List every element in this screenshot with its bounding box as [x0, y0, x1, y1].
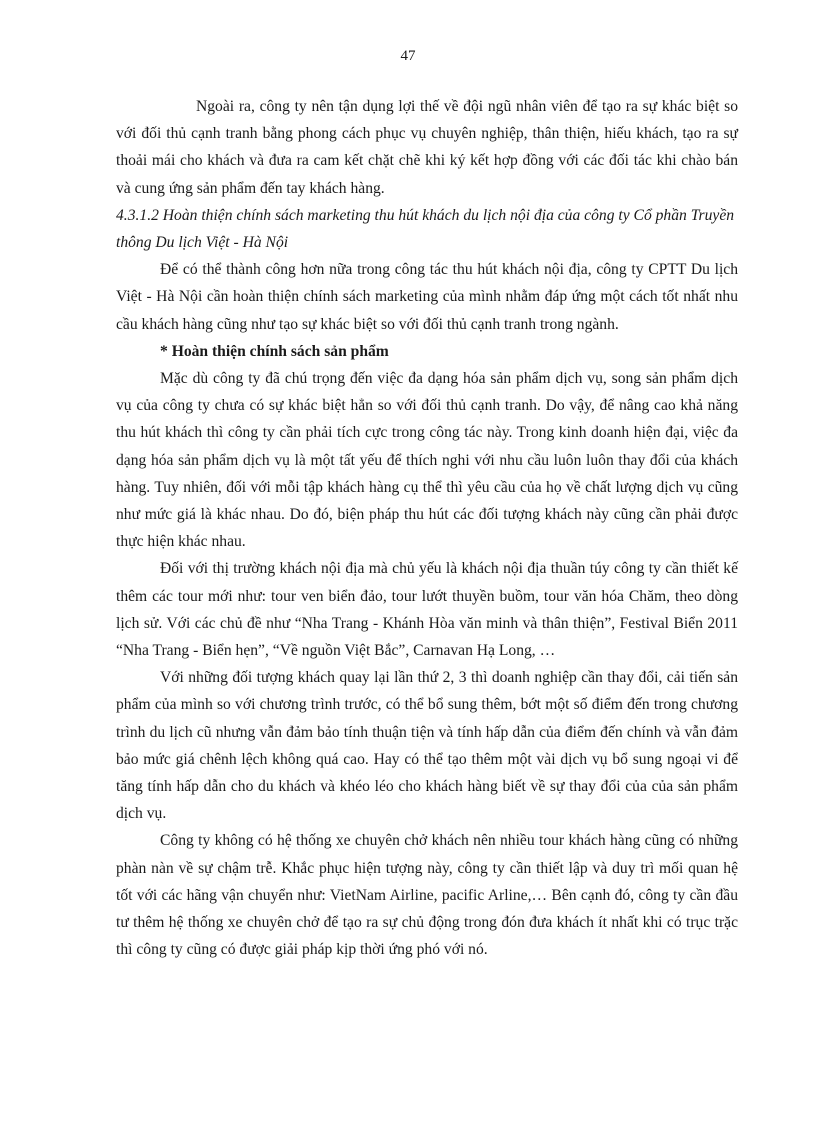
paragraph-marketing-policy: Để có thể thành công hơn nữa trong công tác thu hút khách nội địa, công ty CPTT Du lịch Việt - Hà Nội cần hoàn thiện chính sách marketing của mình nhằm đáp ứng một cách tốt nhất nhu cầu khách hàng cũng như tạo sự khác biệt so với đối thủ cạnh tranh trong ngành.	[116, 261, 738, 333]
document-body	[116, 93, 738, 964]
paragraph-staff-advantage: Ngoài ra, công ty nên tận dụng lợi thế về đội ngũ nhân viên để tạo ra sự khác biệt so với đối thủ cạnh tranh bằng phong cách phục vụ chuyên nghiệp, thân thiện, hiếu khách, tạo ra sự thoải mái cho khách và đưa ra cam kết chặt chẽ khi ký kết hợp đồng với các đối tác khi chào bán và cung ứng sản phẩm đến tay khách hàng.	[116, 98, 738, 197]
paragraph-returning-customers: Với những đối tượng khách quay lại lần thứ 2, 3 thì doanh nghiệp cần thay đổi, cải tiến sản phẩm của mình so với chương trình trước, có thể bổ sung thêm, bớt một số điểm đến trong chương trình du lịch cũ nhưng vẫn đảm bảo tính thuận tiện và tính hấp dẫn của điểm đến chính và vẫn đảm bảo mức giá chênh lệch không quá cao. Hay có thể tạo thêm một vài dịch vụ bổ sung ngoại vi để tăng tính hấp dẫn cho du khách và khéo léo cho khách hàng biết về sự thay đổi của của sản phẩm dịch vụ.	[116, 669, 738, 823]
page-number: 47	[400, 48, 416, 64]
paragraph-domestic-tours: Đối với thị trường khách nội địa mà chủ yếu là khách nội địa thuần túy công ty cần thiết kế thêm các tour mới như: tour ven biển đảo, tour lướt thuyền buồm, tour văn hóa Chăm, theo dòng lịch sử. Với các chủ đề như “Nha Trang - Khánh Hòa văn minh và thân thiện”, Festival Biển 2011 “Nha Trang - Biển hẹn”, “Về nguồn Việt Bắc”, Carnavan Hạ Long, …	[116, 560, 738, 660]
product-policy-heading: * Hoàn thiện chính sách sản phẩm	[160, 342, 389, 360]
paragraph-product-diversification: Mặc dù công ty đã chú trọng đến việc đa dạng hóa sản phẩm dịch vụ, song sản phẩm dịch vụ của công ty chưa có sự khác biệt hẳn so với đối thủ cạnh tranh. Do vậy, để nâng cao khả năng thu hút khách thì công ty cần phải tích cực trong công tác này. Trong kinh doanh hiện đại, việc đa dạng hóa sản phẩm dịch vụ là một tất yếu để thích nghi với nhu cầu luôn luôn thay đổi của khách hàng. Tuy nhiên, đối với mỗi tập khách hàng cụ thể thì yêu cầu của họ về chất lượng dịch vụ cũng như mức giá là khác nhau. Do đó, biện pháp thu hút các đối tượng khách này cũng cần phải được thực hiện khác nhau.	[116, 370, 738, 551]
paragraph-transport: Công ty không có hệ thống xe chuyên chở khách nên nhiều tour khách hàng cũng có những phàn nàn về sự chậm trễ. Khắc phục hiện tượng này, công ty cần thiết lập và duy trì mối quan hệ tốt với các hãng vận chuyển như: VietNam Airline, pacific Arline,… Bên cạnh đó, công ty cần đầu tư thêm hệ thống xe chuyên chở để tạo ra sự chủ động trong đón đưa khách ít nhất khi có trục trặc thì công ty cũng có được giải pháp kịp thời ứng phó với nó.	[116, 832, 738, 959]
subsection-title: 4.3.1.2 Hoàn thiện chính sách marketing thu hút khách du lịch nội địa của công ty Cổ phần Truyền thông Du lịch Việt - Hà Nội	[116, 206, 735, 252]
